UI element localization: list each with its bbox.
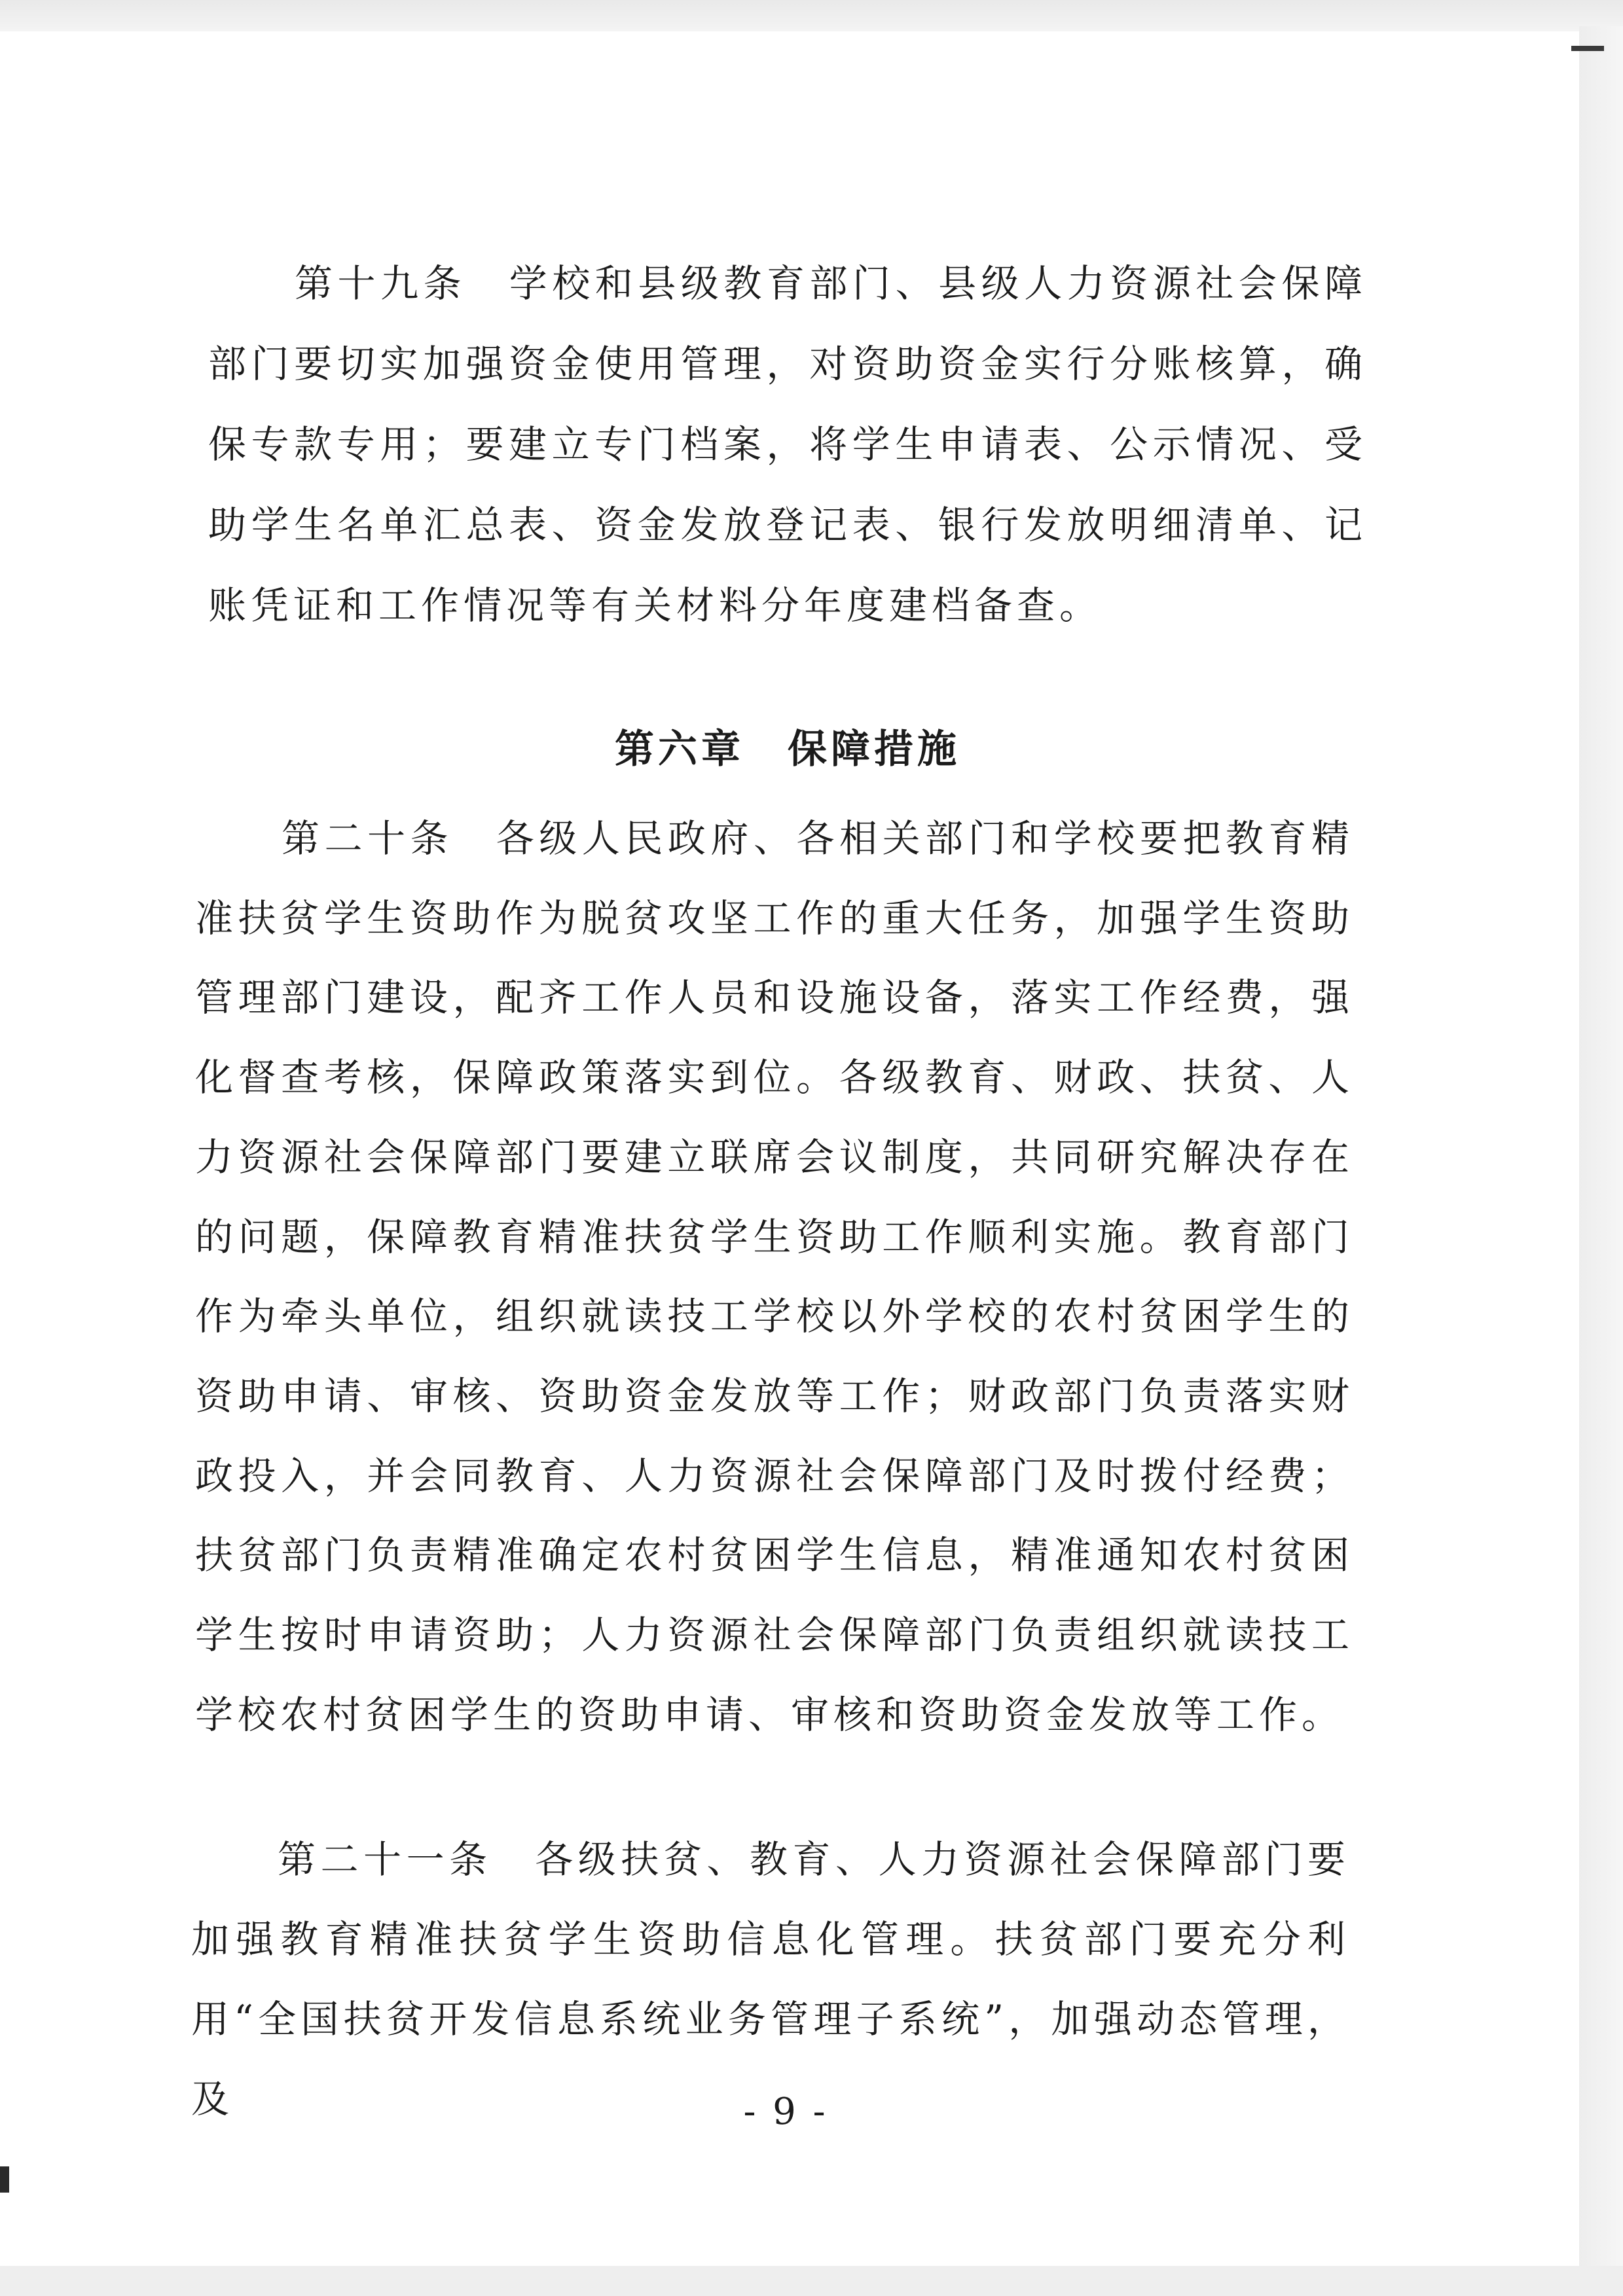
- scan-left-mark: [0, 2166, 9, 2193]
- scan-corner-mark: [1571, 46, 1604, 51]
- scan-top-edge: [0, 0, 1623, 31]
- chapter-6-heading: 第六章 保障措施: [615, 726, 960, 772]
- article-20-paragraph: 第二十条 各级人民政府、各相关部门和学校要把教育精准扶贫学生资助作为脱贫攻坚工作的重大任务，加强学生资助管理部门建设，配齐工作人员和设施设备，落实工作经费，强化督查考核，保障政策落实到位。各级教育、财政、扶贫、人力资源社会保障部门要建立联席会议制度，共同研究解决存在的问题，保障教育精准扶贫学生资助工作顺利实施。教育部门作为牵头单位，组织就读技工学校以外学校的农村贫困学生的资助申请、审核、资助资金发放等工作；财政部门负责落实财政投入，并会同教育、人力资源社会保障部门及时拨付经费；扶贫部门负责精准确定农村贫困学生信息，精准通知农村贫困学生按时申请资助；人力资源社会保障部门负责组织就读技工学校农村贫困学生的资助申请、审核和资助资金发放等工作。: [195, 816, 1354, 1737]
- scan-bottom-edge: [0, 2266, 1623, 2296]
- page-number: - 9 -: [743, 2090, 828, 2133]
- article-21-paragraph: 第二十一条 各级扶贫、教育、人力资源社会保障部门要加强教育精准扶贫学生资助信息化管理。扶贫部门要充分利用“全国扶贫开发信息系统业务管理子系统”，加强动态管理，及: [191, 1837, 1350, 2121]
- article-19-paragraph: 第十九条 学校和县级教育部门、县级人力资源社会保障部门要切实加强资金使用管理，对资助资金实行分账核算，确保专款专用；要建立专门档案，将学生申请表、公示情况、受助学生名单汇总表、资金发放登记表、银行发放明细清单、记账凭证和工作情况等有关材料分年度建档备查。: [208, 261, 1367, 628]
- scan-right-edge: [1579, 26, 1623, 2271]
